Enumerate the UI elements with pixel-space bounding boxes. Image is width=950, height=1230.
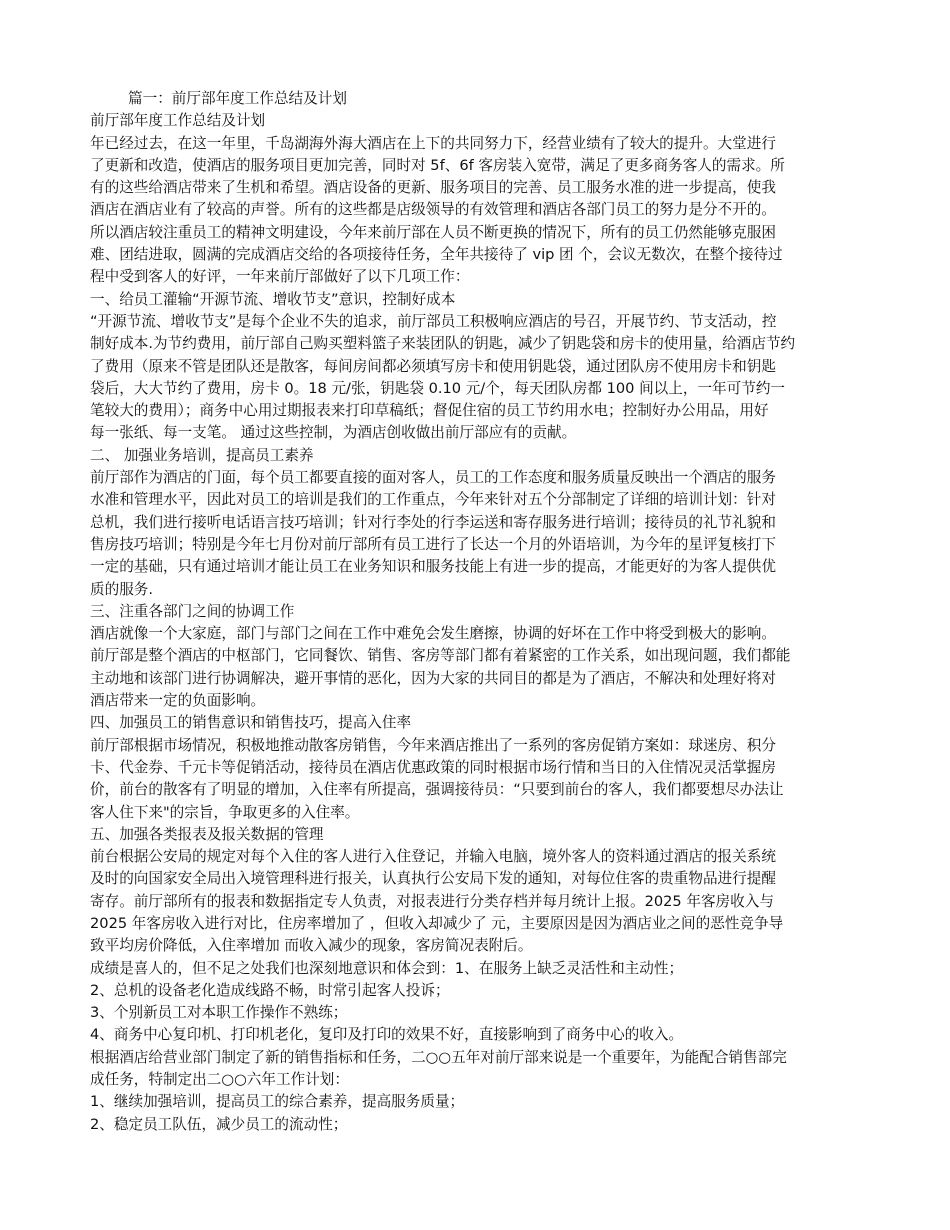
paragraph-line: 程中受到客人的好评，一年来前厅部做好了以下几项工作： xyxy=(90,268,470,286)
section-heading: 四、加强员工的销售意识和销售技巧，提高入住率 xyxy=(90,714,412,732)
paragraph-line: 价，前台的散客有了明显的增加，入住率有所提高，强调接待员：“只要到前台的客人，我们都要想尽办法让 xyxy=(90,781,784,799)
section-heading: 二、 加强业务培训，提高员工素养 xyxy=(90,446,314,464)
list-item: 4、商务中心复印机、打印机老化，复印及打印的效果不好，直接影响到了商务中心的收入。 xyxy=(90,1026,684,1044)
list-item: 2、稳定员工队伍，减少员工的流动性； xyxy=(90,1115,348,1133)
paragraph-line: 前台根据公安局的规定对每个入住的客人进行入住登记，并输入电脑，境外客人的资料通过酒店的报关系统 xyxy=(90,848,776,866)
paragraph-line: 难、团结进取，圆满的完成酒店交给的各项接待任务，全年共接待了 vip 团 个，会议无数次，在整个接待过 xyxy=(90,246,783,264)
paragraph-line: 总机，我们进行接听电话语言技巧培训；针对行李处的行李运送和寄存服务进行培训；接待员的礼节礼貌和 xyxy=(90,513,776,531)
paragraph-line: 前厅部是整个酒店的中枢部门，它同餐饮、销售、客房等部门都有着紧密的工作关系，如出现问题，我们都能 xyxy=(90,647,791,665)
paragraph-line: 酒店在酒店业有了较高的声誉。所有的这些都是店级领导的有效管理和酒店各部门员工的努力是分不开的。 xyxy=(90,201,776,219)
section-heading: 三、注重各部门之间的协调工作 xyxy=(90,602,295,620)
paragraph-line: 根据酒店给营业部门制定了新的销售指标和任务，二○○五年对前厅部来说是一个重要年，为能配合销售部完 xyxy=(90,1048,787,1066)
paragraph-line: 质的服务. xyxy=(90,580,154,598)
list-item: 2、总机的设备老化造成线路不畅，时常引起客人投诉； xyxy=(90,981,450,999)
paragraph-line: “开源节流、增收节支”是每个企业不失的追求，前厅部员工积极响应酒店的号召，开展节约、节支活动，控 xyxy=(90,312,777,330)
paragraph-line: 前厅部作为酒店的门面，每个员工都要直接的面对客人，员工的工作态度和服务质量反映出一个酒店的服务 xyxy=(90,469,776,487)
paragraph-line: 售房技巧培训；特别是今年七月份对前厅部所有员工进行了长达一个月的外语培训，为今年的星评复核打下 xyxy=(90,535,776,553)
paragraph-line: 了费用（原来不管是团队还是散客，每间房间都必须填写房卡和使用钥匙袋，通过团队房不使用房卡和钥匙 xyxy=(90,357,776,375)
section-heading: 一、给员工灌输“开源节流、增收节支”意识，控制好成本 xyxy=(90,290,456,308)
section-heading: 五、加强各类报表及报关数据的管理 xyxy=(90,825,324,843)
paragraph-line: 袋后，大大节约了费用，房卡 0。18 元/张，钥匙袋 0.10 元/个，每天团队房都 100 间以上，一年可节约一 xyxy=(90,379,786,397)
paragraph-line: 寄存。前厅部所有的报表和数据指定专人负责，对报表进行分类存档并每月统计上报。2025 年客房收入与 xyxy=(90,892,774,910)
paragraph-line: 卡、代金券、千元卡等促销活动，接待员在酒店优惠政策的同时根据市场行情和当日的入住情况灵活掌握房 xyxy=(90,758,776,776)
paragraph-line: 每一张纸、每一支笔。 通过这些控制，为酒店创收做出前厅部应有的贡献。 xyxy=(90,424,577,442)
paragraph-line: 前厅部根据市场情况，积极地推动散客房销售，今年来酒店推出了一系列的客房促销方案如：球迷房、积分 xyxy=(90,736,776,754)
paragraph-line: 酒店带来一定的负面影响。 xyxy=(90,692,266,710)
paragraph-line: 2025 年客房收入进行对比，住房率增加了 ，但收入却减少了 元，主要原因是因为酒店业之间的恶性竞争导 xyxy=(90,914,784,932)
document-title: 篇一：前厅部年度工作总结及计划 xyxy=(128,90,347,107)
list-item: 1、继续加强培训，提高员工的综合素养，提高服务质量； xyxy=(90,1093,465,1111)
paragraph-line: 成绩是喜人的，但不足之处我们也深刻地意识和体会到：1、在服务上缺乏灵活性和主动性； xyxy=(90,959,684,977)
paragraph-line: 年已经过去，在这一年里，千岛湖海外海大酒店在上下的共同努力下，经营业绩有了较大的提升。大堂进行 xyxy=(90,134,776,152)
paragraph-line: 制好成本.为节约费用，前厅部自己购买塑料篮子来装团队的钥匙，减少了钥匙袋和房卡的使用量，给酒店节约 xyxy=(90,335,796,353)
paragraph-line: 了更新和改造，使酒店的服务项目更加完善，同时对 5f、6f 客房装入宽带，满足了更多商务客人的需求。所 xyxy=(90,156,785,174)
paragraph-line: 成任务，特制定出二○○六年工作计划： xyxy=(90,1071,349,1089)
paragraph-line: 水准和管理水平，因此对员工的培训是我们的工作重点，今年来针对五个分部制定了详细的培训计划：针对 xyxy=(90,491,776,509)
paragraph-line: 及时的向国家安全局出入境管理科进行报关，认真执行公安局下发的通知，对每位住客的贵重物品进行提醒 xyxy=(90,870,776,888)
list-item: 3、个别新员工对本职工作操作不熟练； xyxy=(90,1004,348,1022)
paragraph-line: 一定的基础，只有通过培训才能让员工在业务知识和服务技能上有进一步的提高，才能更好的为客人提供优 xyxy=(90,558,776,576)
paragraph-line: 致平均房价降低，入住率增加 而收入减少的现象，客房简况表附后。 xyxy=(90,937,533,955)
paragraph-line: 酒店就像一个大家庭，部门与部门之间在工作中难免会发生磨擦，协调的好坏在工作中将受到极大的影响。 xyxy=(90,625,776,643)
paragraph-line: 所以酒店较注重员工的精神文明建设，今年来前厅部在人员不断更换的情况下，所有的员工仍然能够克服困 xyxy=(90,223,776,241)
paragraph-line: 主动地和该部门进行协调解决，避开事情的恶化，因为大家的共同目的都是为了酒店，不解决和处理好将对 xyxy=(90,669,776,687)
section-heading: 前厅部年度工作总结及计划 xyxy=(90,112,266,130)
paragraph-line: 客人住下来"的宗旨，争取更多的入住率。 xyxy=(90,803,360,821)
document-body xyxy=(90,88,862,1136)
paragraph-line: 有的这些给酒店带来了生机和希望。酒店设备的更新、服务项目的完善、员工服务水准的进一步提高，使我 xyxy=(90,179,776,197)
paragraph-line: 笔较大的费用）；商务中心用过期报表来打印草稿纸；督促住宿的员工节约用水电；控制好办公用品，用好 xyxy=(90,402,769,420)
